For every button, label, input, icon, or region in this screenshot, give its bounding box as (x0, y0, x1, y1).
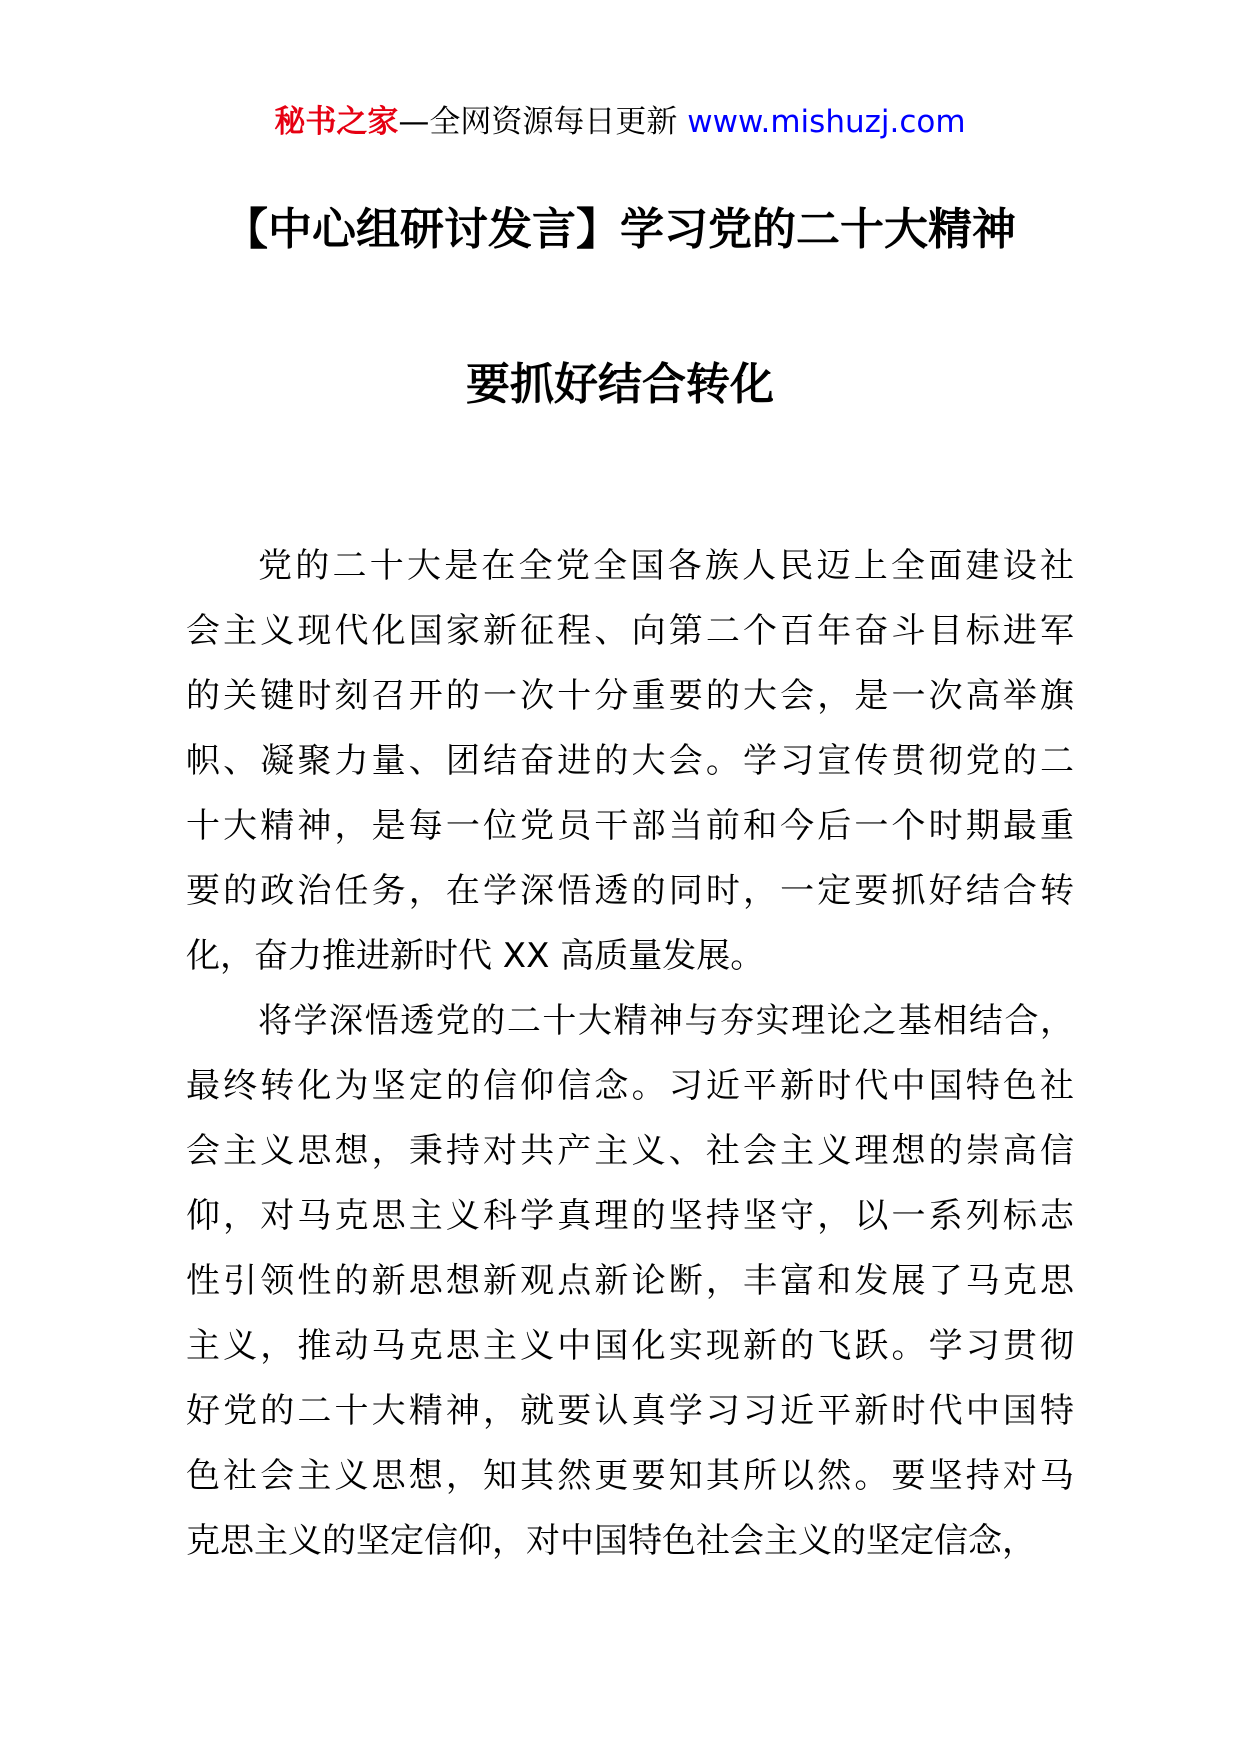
text-line: 会主义思想，秉持对共产主义、社会主义理想的崇高信 (186, 1131, 1074, 1171)
text-line: 主义，推动马克思主义中国化实现新的飞跃。学习贯彻 (186, 1326, 1074, 1366)
paragraph-1 (186, 534, 1074, 989)
document-title-line-1: 【中心组研讨发言】学习党的二十大精神 (224, 204, 1016, 255)
text-line: 会主义现代化国家新征程、向第二个百年奋斗目标进军 (186, 611, 1074, 651)
paragraph-2 (186, 989, 1074, 1574)
text-line: 化，奋力推进新时代 XX 高质量发展。 (186, 936, 765, 976)
text-line: 最终转化为坚定的信仰信念。习近平新时代中国特色社 (186, 1066, 1074, 1106)
site-url-link[interactable]: www.mishuzj.com (687, 104, 966, 140)
document-title-line-2: 要抓好结合转化 (466, 359, 774, 410)
text-line: 十大精神，是每一位党员干部当前和今后一个时期最重 (186, 806, 1074, 846)
text-line: 克思主义的坚定信仰，对中国特色社会主义的坚定信念， (186, 1521, 1036, 1561)
text-line: 要的政治任务，在学深悟透的同时，一定要抓好结合转 (186, 871, 1074, 911)
text-line: 帜、凝聚力量、团结奋进的大会。学习宣传贯彻党的二 (186, 741, 1074, 781)
site-header (0, 100, 1240, 144)
text-line: 仰，对马克思主义科学真理的坚持坚守，以一系列标志 (186, 1196, 1074, 1236)
document-body (186, 534, 1074, 1574)
text-line: 好党的二十大精神，就要认真学习习近平新时代中国特 (186, 1391, 1074, 1431)
text-line: 色社会主义思想，知其然更要知其所以然。要坚持对马 (186, 1456, 1074, 1496)
brand-name: 秘书之家 (274, 104, 399, 140)
text-line: 将学深悟透党的二十大精神与夯实理论之基相结合， (258, 1001, 1074, 1041)
header-tagline: —全网资源每日更新 (398, 104, 678, 140)
text-line: 性引领性的新思想新观点新论断，丰富和发展了马克思 (186, 1261, 1074, 1301)
text-line: 的关键时刻召开的一次十分重要的大会，是一次高举旗 (186, 676, 1074, 716)
text-line: 党的二十大是在全党全国各族人民迈上全面建设社 (258, 546, 1074, 586)
